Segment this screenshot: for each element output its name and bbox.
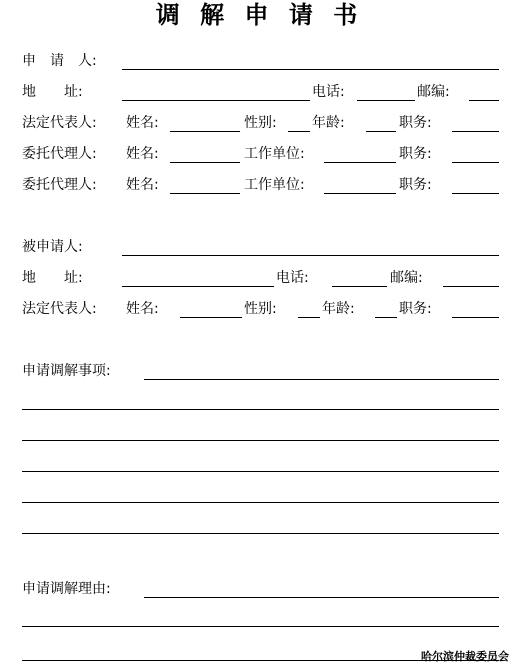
issuer-name: 哈尔滨仲裁委员会 — [421, 650, 509, 663]
applicant-legal-rep-label: 法定代表人: — [22, 115, 97, 131]
reason-row — [22, 580, 499, 600]
respondent-rep-gender-label: 性别: — [244, 301, 277, 317]
matters-line[interactable] — [22, 471, 499, 472]
respondent-name-row — [22, 238, 499, 258]
agent-name-label: 姓名: — [126, 177, 159, 193]
respondent-rep-gender-field[interactable] — [298, 317, 320, 318]
agent-work-field[interactable] — [324, 162, 396, 163]
respondent-rep-title-field[interactable] — [452, 317, 499, 318]
respondent-rep-title-label: 职务: — [399, 301, 432, 317]
matters-label: 申请调解事项: — [22, 363, 111, 379]
applicant-phone-label: 电话: — [312, 84, 345, 100]
respondent-name-field[interactable] — [122, 255, 499, 256]
applicant-name-label: 申 请 人: — [22, 53, 97, 69]
matters-line[interactable] — [22, 440, 499, 441]
matters-line[interactable] — [22, 409, 499, 410]
agent-name-field[interactable] — [170, 193, 240, 194]
applicant-rep-title-field[interactable] — [452, 131, 499, 132]
applicant-postcode-label: 邮编: — [417, 84, 450, 100]
applicant-rep-title-label: 职务: — [399, 115, 432, 131]
respondent-rep-name-field[interactable] — [180, 317, 242, 318]
applicant-name-row — [22, 52, 499, 72]
agent-work-label: 工作单位: — [244, 177, 305, 193]
respondent-rep-age-label: 年龄: — [322, 301, 355, 317]
respondent-phone-field[interactable] — [332, 286, 387, 287]
respondent-address-label: 地 址: — [22, 270, 83, 286]
applicant-address-label: 地 址: — [22, 84, 83, 100]
agent-title-label: 职务: — [399, 177, 432, 193]
respondent-postcode-label: 邮编: — [390, 270, 423, 286]
applicant-address-field[interactable] — [122, 100, 310, 101]
respondent-rep-name-label: 姓名: — [126, 301, 159, 317]
respondent-rep-age-field[interactable] — [375, 317, 397, 318]
reason-line[interactable] — [22, 626, 499, 627]
applicant-phone-field[interactable] — [357, 100, 415, 101]
agent-title-field[interactable] — [452, 162, 499, 163]
applicant-legal-rep-row — [22, 114, 499, 134]
applicant-name-field[interactable] — [122, 69, 499, 70]
agent-label: 委托代理人: — [22, 177, 97, 193]
matters-row — [22, 362, 499, 382]
respondent-legal-rep-row — [22, 300, 499, 320]
applicant-postcode-field[interactable] — [469, 100, 499, 101]
respondent-name-label: 被申请人: — [22, 239, 83, 255]
agent-work-label: 工作单位: — [244, 146, 305, 162]
agent-label: 委托代理人: — [22, 146, 97, 162]
applicant-address-row — [22, 83, 499, 103]
applicant-agent-row — [22, 176, 499, 196]
respondent-legal-rep-label: 法定代表人: — [22, 301, 97, 317]
applicant-rep-gender-label: 性别: — [244, 115, 277, 131]
matters-line[interactable] — [22, 533, 499, 534]
applicant-rep-age-label: 年龄: — [312, 115, 345, 131]
reason-label: 申请调解理由: — [22, 581, 111, 597]
matters-line[interactable] — [22, 502, 499, 503]
agent-work-field[interactable] — [324, 193, 396, 194]
respondent-address-row — [22, 269, 499, 289]
agent-name-field[interactable] — [170, 162, 240, 163]
agent-title-label: 职务: — [399, 146, 432, 162]
applicant-rep-name-label: 姓名: — [126, 115, 159, 131]
respondent-postcode-field[interactable] — [443, 286, 499, 287]
reason-field[interactable] — [144, 597, 499, 598]
agent-name-label: 姓名: — [126, 146, 159, 162]
form-title: 调 解 申 请 书 — [155, 0, 364, 29]
applicant-rep-name-field[interactable] — [170, 131, 240, 132]
applicant-agent-row — [22, 145, 499, 165]
matters-field[interactable] — [144, 379, 499, 380]
respondent-phone-label: 电话: — [276, 270, 309, 286]
agent-title-field[interactable] — [452, 193, 499, 194]
applicant-rep-gender-field[interactable] — [288, 131, 310, 132]
applicant-rep-age-field[interactable] — [366, 131, 396, 132]
respondent-address-field[interactable] — [122, 286, 274, 287]
